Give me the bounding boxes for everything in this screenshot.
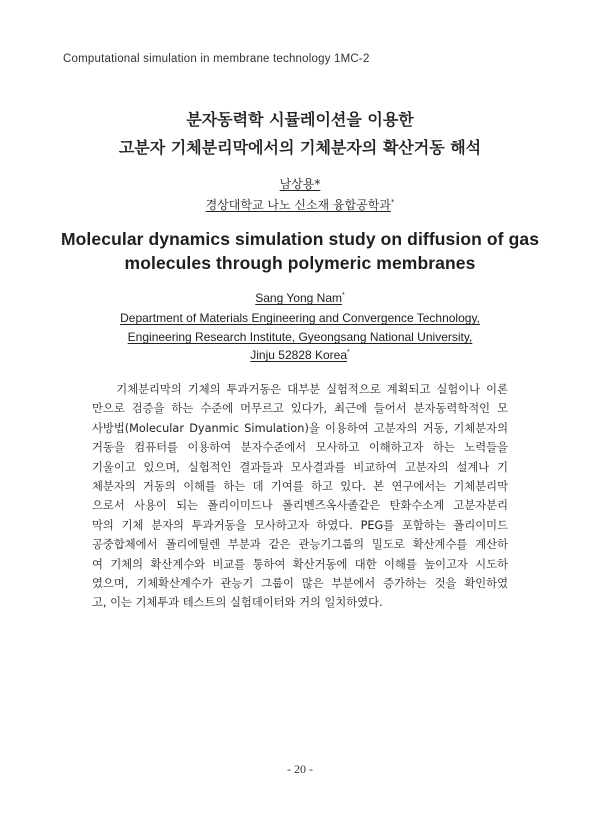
korean-affiliation-mark: *	[390, 198, 395, 206]
abstract-line: 기체분리막의 기체의 투과거동은 대부분 실험적으로 계획되고 실험이나 이론	[92, 383, 508, 396]
abstract-line: 기울이고 있으며, 실험적인 결과들과 모사결과를 비교하여 고분자의 설계나 기	[92, 460, 508, 474]
english-affiliation-line2-text: Engineering Research Institute, Gyeongsang National University,	[127, 330, 473, 344]
english-affiliation-line2	[0, 330, 600, 344]
abstract-line: 공중합체에서 폴리에틸렌 부분과 같은 관능기그룹의 밀도로 확산계수를 계산하	[92, 538, 508, 552]
korean-author	[0, 175, 600, 192]
abstract-line: 고, 이는 기체투과 테스트의 실험데이터와 거의 일치하였다.	[92, 596, 383, 610]
english-title-line1: Molecular dynamics simulation study on diffusion of gas	[60, 229, 540, 249]
english-title-line2: molecules through polymeric membranes	[124, 253, 476, 273]
english-author	[0, 291, 600, 305]
korean-affiliation	[0, 196, 600, 213]
abstract-line: 만으로 검증을 하는 수준에 머무르고 있다가, 최근에 들어서 분자동력학적인 모	[92, 402, 508, 416]
abstract-line: 막의 기체 분자의 투과거동을 모사하고자 하였다. PEG를 포함하는 폴리이미드	[92, 518, 508, 532]
korean-title-line1: 분자동력학 시뮬레이션을 이용한	[186, 110, 414, 129]
korean-title-line2: 고분자 기체분리막에서의 기체분자의 확산거동 해석	[118, 138, 482, 157]
english-affiliation-line1-text: Department of Materials Engineering and Convergence Technology,	[120, 311, 480, 325]
abstract-line: 거동을 컴퓨터를 이용하여 분자수준에서 모사하고 이해하고자 하는 노력들을	[92, 441, 508, 455]
running-header: Computational simulation in membrane technology 1MC-2	[63, 53, 370, 65]
korean-author-name: 남상용*	[279, 177, 321, 191]
abstract-line: 여 기체의 확산계수와 비교를 통하여 확산거동에 대한 이해를 높이고자 시도하	[92, 557, 508, 571]
english-affiliation-mark: *	[347, 349, 350, 356]
english-affiliation-line3-text: Jinju 52828 Korea	[250, 348, 347, 362]
english-affiliation-line1	[0, 311, 600, 325]
abstract-body	[92, 380, 508, 613]
abstract-line: 사방법(Molecular Dyanmic Simulation)을 이용하여 고분자의 거동, 기체분자의	[92, 421, 508, 435]
page-number: - 20 -	[287, 762, 313, 776]
english-author-mark: *	[342, 292, 345, 299]
abstract-line: 였으며, 기체확산계수가 관능기 그룹이 많은 부분에서 증가하는 것을 확인하였	[92, 576, 508, 590]
korean-affiliation-text: 경상대학교 나노 신소재 융합공학과	[205, 198, 391, 212]
english-affiliation-line3	[0, 348, 600, 362]
english-author-name: Sang Yong Nam	[255, 291, 342, 305]
abstract-line: 으로서 사용이 되는 폴리이미드나 폴리벤즈옥사졸같은 탄화수소계 고분자분리	[92, 499, 508, 513]
abstract-line: 체분자의 거동의 이해를 하는 데 기여를 하고 있다. 본 연구에서는 기체분리막	[92, 479, 508, 493]
